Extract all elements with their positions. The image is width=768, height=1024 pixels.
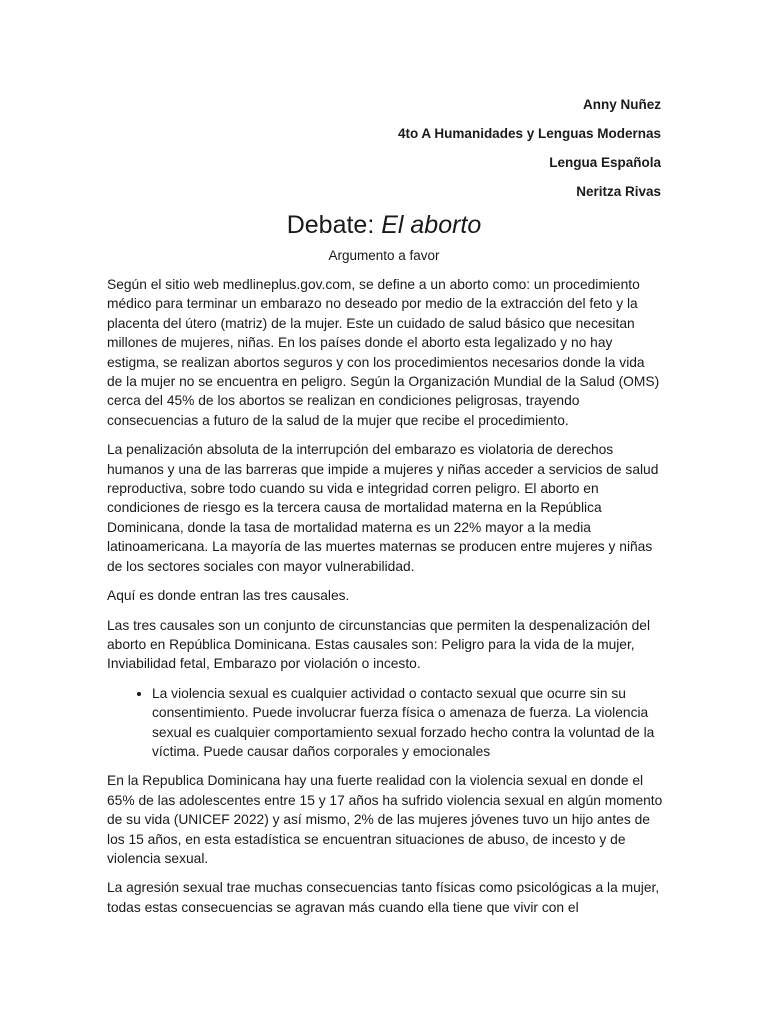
bullet-list: [107, 684, 663, 762]
list-item: • La violencia sexual es cualquier actividad o contacto sexual que ocurre sin su consentimiento. Puede involucrar fuerza física o amenaza de fuerza. La violencia sexual es cualquier comportamiento sexual forzado hecho contra la voluntad de la víctima. Puede causar daños corporales y emocionales: [152, 684, 663, 762]
title-prefix: Debate:: [286, 211, 382, 239]
paragraph: La agresión sexual trae muchas consecuencias tanto físicas como psicológicas a la mujer, todas estas consecuencias se agravan más cuando ella tiene que vivir con el: [107, 880, 660, 915]
paragraph: Las tres causales son un conjunto de circunstancias que permiten la despenalización del aborto en República Dominicana. Estas causales son: Peligro para la vida de la mujer, Inviabilidad fetal, Embarazo por violación o incesto.: [107, 617, 651, 672]
title-topic: El aborto: [381, 211, 482, 239]
author-name: Anny Nuñez: [582, 97, 661, 112]
document-title: [0, 207, 768, 243]
document-subtitle: Argumento a favor: [328, 248, 440, 263]
subject-name: Lengua Española: [549, 155, 661, 170]
document-header: [398, 90, 661, 206]
paragraph: En la Republica Dominicana hay una fuerte realidad con la violencia sexual en donde el 65% de las adolescentes entre 15 y 17 años ha sufrido violencia sexual en algún momento de su vida (UNICEF 2022) y así mismo, 2% de las mujeres jóvenes tuvo un hijo antes de los 15 años, en esta estadística se encuentran situaciones de abuso, de incesto y de violencia sexual.: [107, 773, 663, 866]
document-body: [107, 275, 663, 927]
course-name: 4to A Humanidades y Lenguas Modernas: [397, 126, 661, 141]
paragraph: La penalización absoluta de la interrupción del embarazo es violatoria de derechos humanos y una de las barreras que impide a mujeres y niñas acceder a servicios de salud reproductiva, sobre todo cuando su vida e integridad corren peligro. El aborto en condiciones de riesgo es la tercera causa de mortalidad materna en la República Dominicana, donde la tasa de mortalidad materna es un 22% mayor a la media latinoamericana. La mayoría de las muertes maternas se producen entre mujeres y niñas de los sectores sociales con mayor vulnerabilidad.: [107, 442, 659, 574]
teacher-name: Neritza Rivas: [576, 184, 661, 199]
paragraph: Según el sitio web medlineplus.gov.com, se define a un aborto como: un procedimiento médico para terminar un embarazo no deseado por medio de la extracción del feto y la placenta del útero (matriz) de la mujer. Este un cuidado de salud básico que necesitan millones de mujeres, niñas. En los países donde el aborto esta legalizado y no hay estigma, se realizan abortos seguros y con los procedimientos necesarios donde la vida de la mujer no se encuentra en peligro. Según la Organización Mundial de la Salud (OMS) cerca del 45% de los abortos se realizan en condiciones peligrosas, trayendo consecuencias a futuro de la salud de la mujer que recibe el procedimiento.: [107, 277, 660, 428]
paragraph: Aquí es donde entran las tres causales.: [107, 588, 350, 604]
